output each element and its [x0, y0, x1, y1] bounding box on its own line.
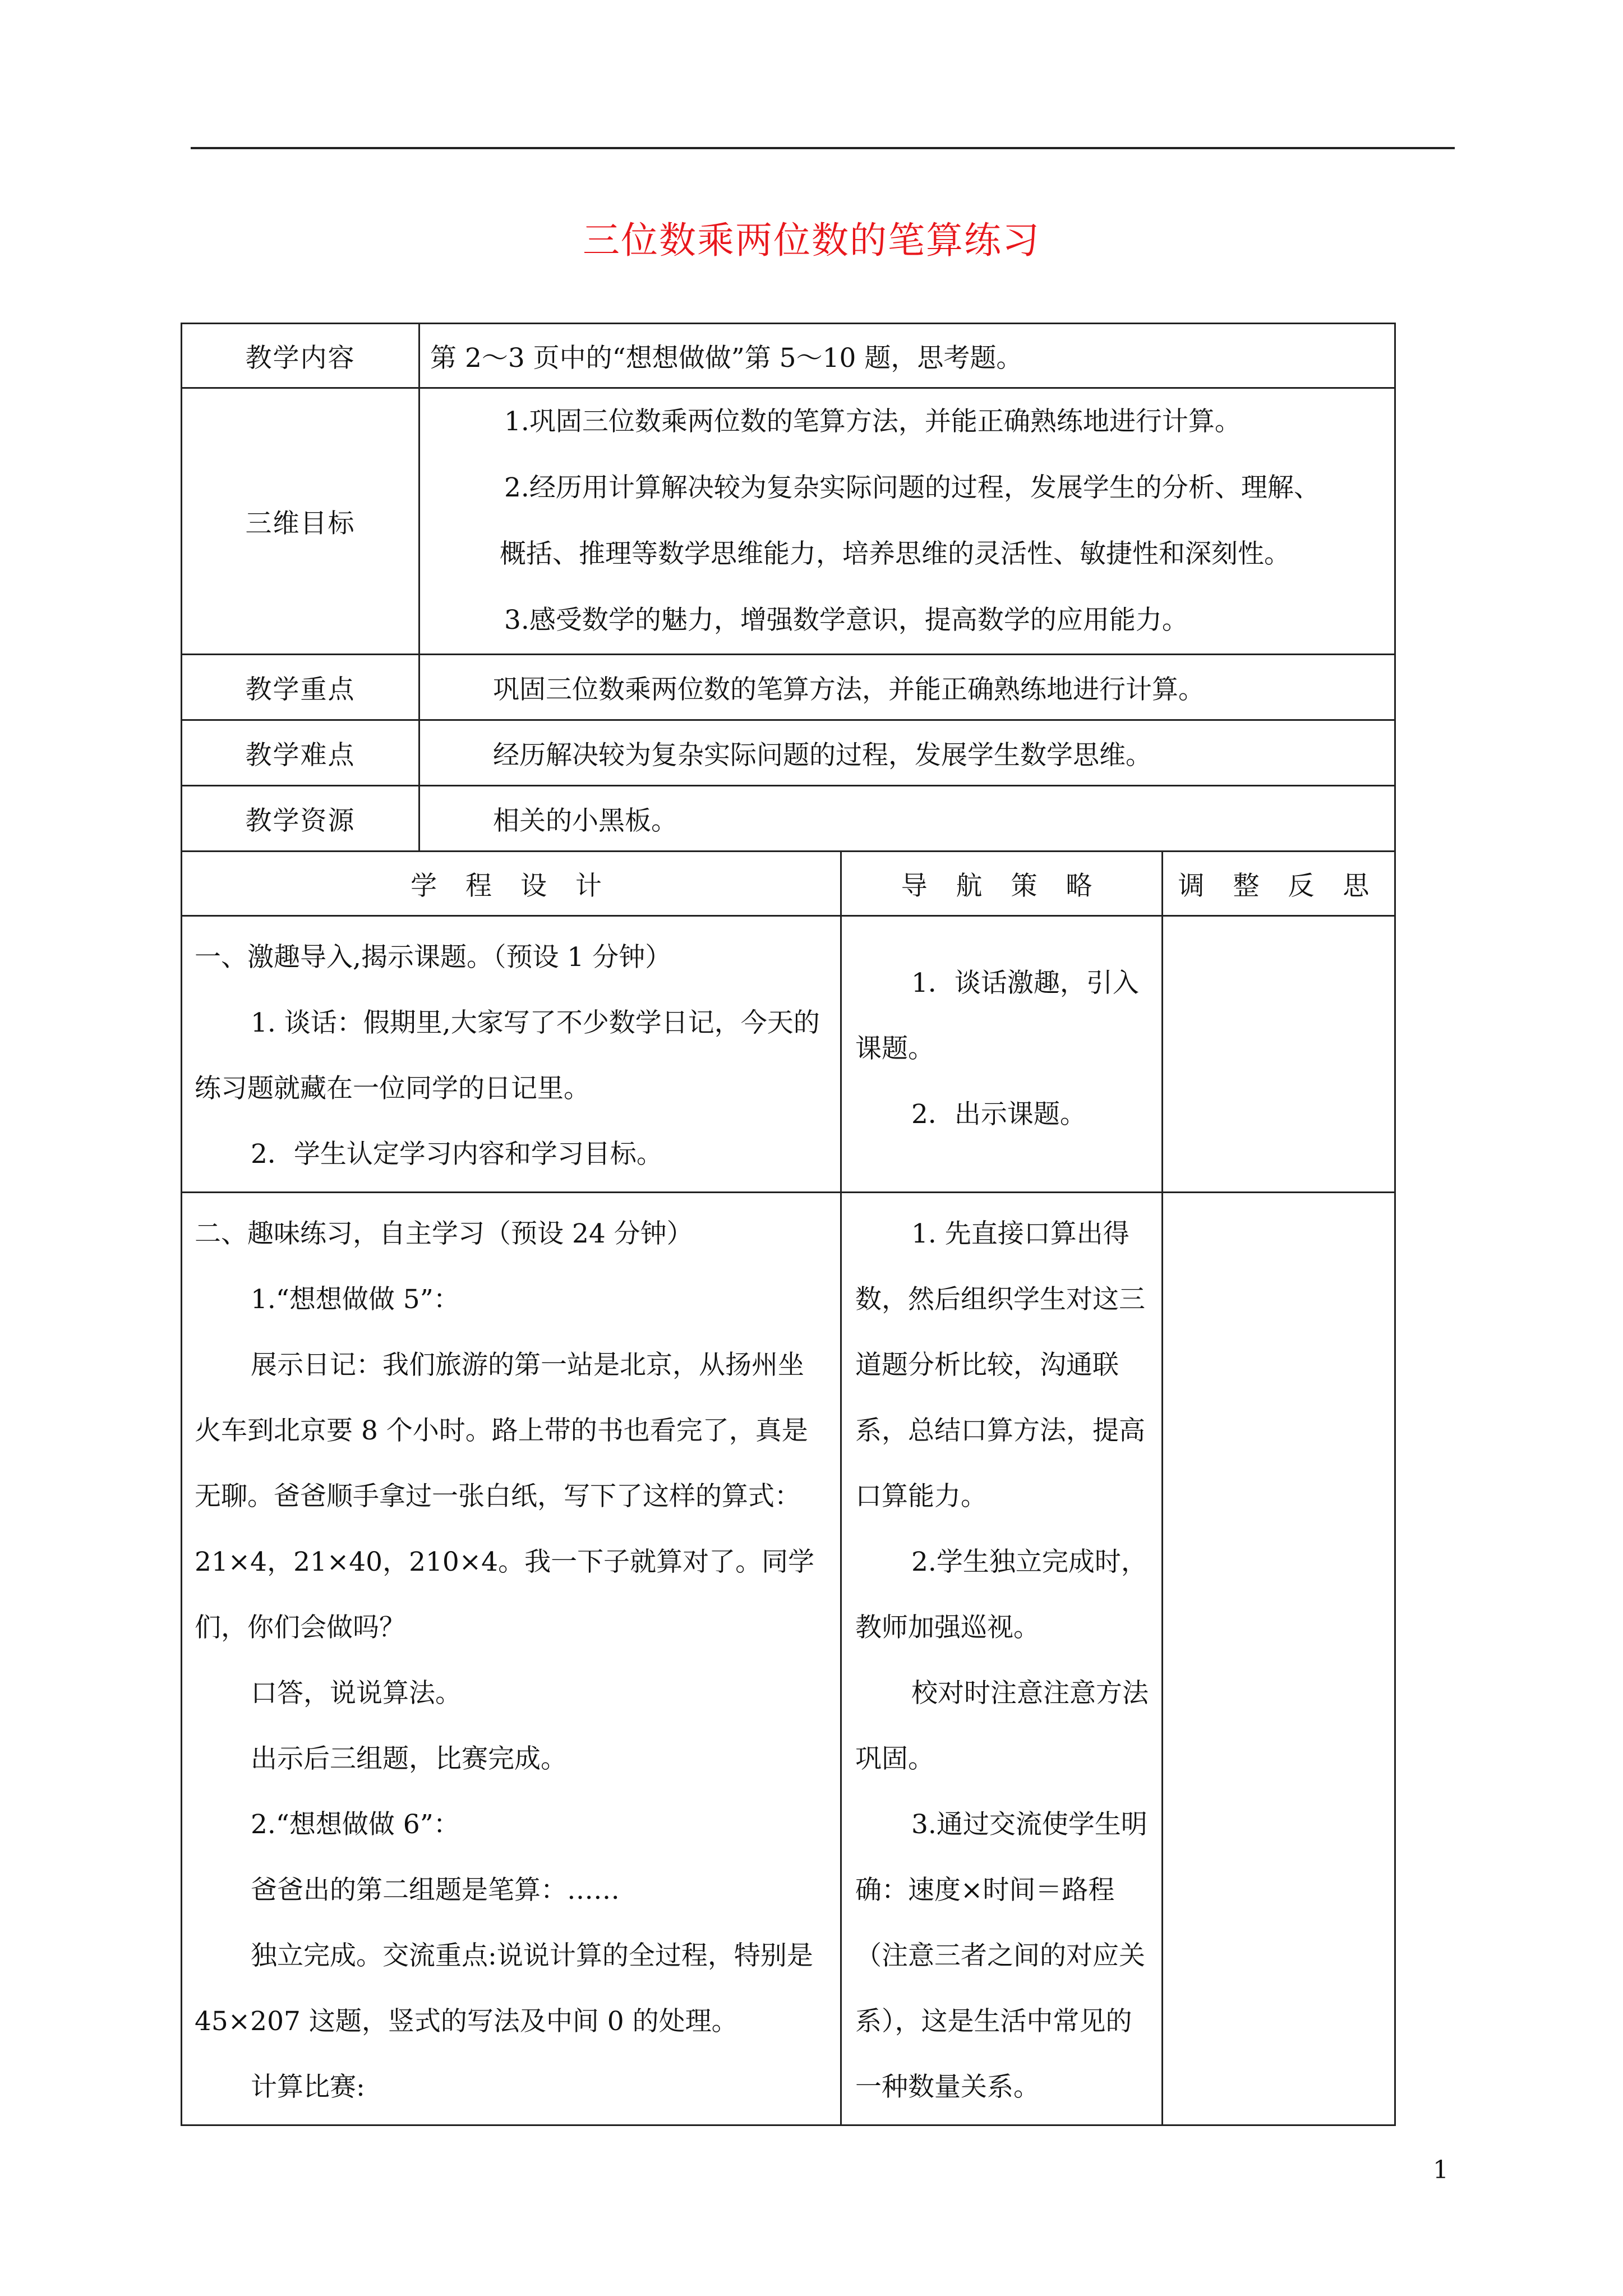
strategy-text: 1. 先直接口算出得数，然后组织学生对这三道题分析比较，沟通联系，总结口算方法，提高口算能力。	[855, 1218, 1145, 1512]
section-1-reflection	[1163, 916, 1395, 1193]
design-text: 二、趣味练习，自主学习（预设 24 分钟）	[195, 1218, 693, 1249]
strategy-text: 3.通过交流使学生明确：速度×时间＝路程（注意三者之间的对应关系），这是生活中常见的一种数量关系。	[855, 1809, 1147, 2102]
section-1-design	[182, 916, 841, 1193]
section-2-strategy	[841, 1193, 1163, 2125]
row-teaching-content	[182, 324, 1395, 388]
column-header-design: 学 程 设 计	[182, 852, 841, 916]
section-2-reflection	[1163, 1193, 1395, 2125]
label-teaching-content: 教学内容	[182, 324, 419, 388]
value-teaching-content: 第 2～3 页中的“想想做做”第 5～10 题，思考题。	[419, 324, 1395, 388]
design-text: 计算比赛:	[251, 2072, 365, 2102]
design-text: 出示后三组题，比赛完成。	[251, 1743, 567, 1774]
strategy-text: 校对时注意注意方法巩固。	[855, 1678, 1149, 1774]
goal-item: 2.经历用计算解决较为复杂实际问题的过程，发展学生的分析、理解、	[504, 472, 1320, 503]
row-key-points	[182, 655, 1395, 720]
row-difficulties	[182, 720, 1395, 786]
design-text: 一、激趣导入,揭示课题。（预设 1 分钟）	[195, 942, 672, 973]
column-header-reflection: 调 整 反 思	[1163, 852, 1395, 916]
row-resources	[182, 786, 1395, 852]
design-text: 口答，说说算法。	[251, 1678, 462, 1709]
design-text: 1. 谈话：假期里,大家写了不少数学日记，今天的练习题就藏在一位同学的日记里。	[195, 1007, 820, 1104]
design-text: 爸爸出的第二组题是笔算：……	[251, 1875, 620, 1906]
value-key-points: 巩固三位数乘两位数的笔算方法，并能正确熟练地进行计算。	[419, 655, 1395, 720]
lesson-plan-table	[181, 323, 1396, 2126]
value-goals	[419, 388, 1395, 655]
design-text: 1.“想想做做 5”：	[251, 1284, 460, 1315]
section-1-strategy	[841, 916, 1163, 1193]
design-text: 2．学生认定学习内容和学习目标。	[251, 1139, 663, 1170]
value-resources: 相关的小黑板。	[419, 786, 1395, 852]
goal-item: 概括、推理等数学思维能力，培养思维的灵活性、敏捷性和深刻性。	[500, 539, 1290, 569]
strategy-text: 2．出示课题。	[911, 1099, 1086, 1130]
label-key-points: 教学重点	[182, 655, 419, 720]
label-difficulties: 教学难点	[182, 720, 419, 786]
strategy-text: 1．谈话激趣，引入课题。	[855, 968, 1139, 1064]
row-goals	[182, 388, 1395, 655]
design-text: 独立完成。交流重点:说说计算的全过程，特别是 45×207 这题，竖式的写法及中间 0 的处理。	[195, 1940, 813, 2037]
strategy-text: 2.学生独立完成时，教师加强巡视。	[855, 1547, 1147, 1643]
label-resources: 教学资源	[182, 786, 419, 852]
goal-item: 1.巩固三位数乘两位数的笔算方法，并能正确熟练地进行计算。	[504, 406, 1241, 437]
design-text: 展示日记：我们旅游的第一站是北京，从扬州坐火车到北京要 8 个小时。路上带的书也看完了，真是无聊。爸爸顺手拿过一张白纸，写下了这样的算式：21×4，21×40，210×4。我一下子就算对了。同学们，你们会做吗？	[195, 1350, 815, 1643]
page-number: 1	[1433, 2156, 1449, 2184]
column-header-row	[182, 852, 1395, 916]
section-2-design	[182, 1193, 841, 2125]
label-goals: 三维目标	[182, 388, 419, 655]
value-difficulties: 经历解决较为复杂实际问题的过程，发展学生数学思维。	[419, 720, 1395, 786]
section-1-row	[182, 916, 1395, 1193]
section-2-row	[182, 1193, 1395, 2125]
goal-item: 3.感受数学的魅力，增强数学意识，提高数学的应用能力。	[504, 605, 1188, 636]
page-title: 三位数乘两位数的笔算练习	[583, 219, 1040, 262]
design-text: 2.“想想做做 6”：	[251, 1809, 460, 1840]
header-rule	[191, 147, 1455, 149]
column-header-strategy: 导 航 策 略	[841, 852, 1163, 916]
